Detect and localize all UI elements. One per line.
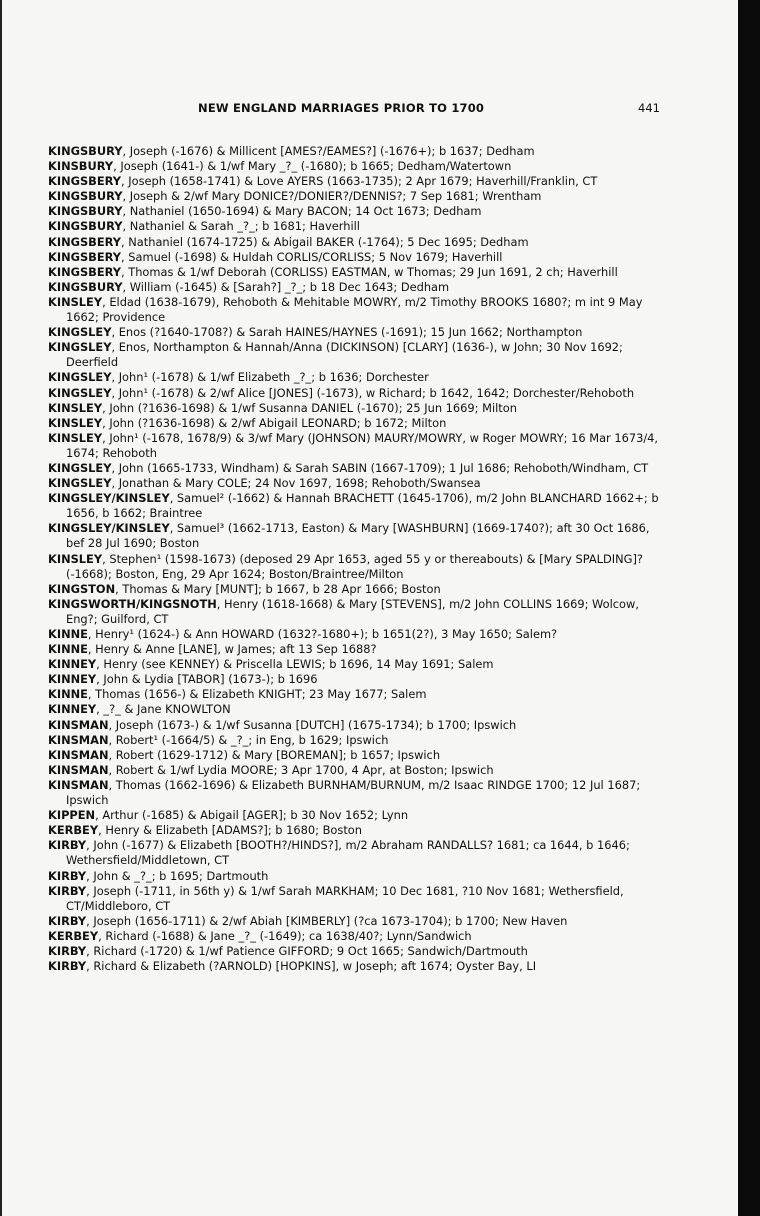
entry-details: , Eldad (1638-1679), Rehoboth & Mehitable MOWRY, m/2 Timothy BROOKS 1680?; m int 9 May 1662; Providence xyxy=(66,294,643,325)
entry-details: , Joseph (1656-1711) & 2/wf Abiah [KIMBERLY] (?ca 1673-1704); b 1700; New Haven xyxy=(86,913,568,928)
surname: KINSLEY xyxy=(48,400,103,415)
surname: KINGSLEY xyxy=(48,460,112,475)
entry-details: , Henry (see KENNEY) & Priscella LEWIS; b 1696, 14 May 1691; Salem xyxy=(96,657,494,672)
entry-details: , Arthur (-1685) & Abigail [AGER]; b 30 Nov 1652; Lynn xyxy=(95,808,409,823)
entry-details: , Joseph (-1676) & Millicent [AMES?/EAMES?] (-1676+); b 1637; Dedham xyxy=(122,144,535,158)
surname: KINSLEY xyxy=(48,415,103,430)
marriage-entry xyxy=(48,204,670,219)
marriage-entry xyxy=(48,461,670,476)
marriage-entry xyxy=(48,914,670,929)
marriage-entry xyxy=(48,235,670,250)
entry-details: , John¹ (-1678) & 2/wf Alice [JONES] (-1673), w Richard; b 1642, 1642; Dorchester/Rehoboth xyxy=(111,385,635,400)
surname: KERBEY xyxy=(48,928,99,943)
entry-details: , Nathaniel (1650-1694) & Mary BACON; 14 Oct 1673; Dedham xyxy=(122,204,482,219)
surname: KINGSBERY xyxy=(48,234,122,249)
marriage-entry xyxy=(48,702,670,717)
surname: KIRBY xyxy=(48,838,87,853)
marriage-entry xyxy=(48,250,670,265)
surname: KINSBURY xyxy=(48,159,114,174)
marriage-entry xyxy=(48,582,670,597)
marriage-entry xyxy=(48,401,670,416)
surname: KINSMAN xyxy=(48,747,109,762)
marriage-entries-list xyxy=(48,144,670,974)
marriage-entry xyxy=(48,657,670,672)
page-number: 441 xyxy=(638,101,660,115)
marriage-entry xyxy=(48,189,670,204)
surname: KIRBY xyxy=(48,868,87,883)
surname: KINSMAN xyxy=(48,732,109,747)
entry-details: , Richard (-1720) & 1/wf Patience GIFFORD; 9 Oct 1665; Sandwich/Dartmouth xyxy=(86,943,528,958)
marriage-entry xyxy=(48,687,670,702)
surname: KINSMAN xyxy=(48,777,109,792)
marriage-entry xyxy=(48,416,670,431)
marriage-entry xyxy=(48,476,670,491)
marriage-entry xyxy=(48,672,670,687)
marriage-entry xyxy=(48,959,670,974)
marriage-entry xyxy=(48,386,670,401)
entry-details: , Henry & Anne [LANE], w James; aft 13 Sep 1688? xyxy=(87,642,377,657)
entry-details: , John (?1636-1698) & 1/wf Susanna DANIEL (-1670); 25 Jun 1669; Milton xyxy=(102,400,517,415)
entry-details: , John¹ (-1678) & 1/wf Elizabeth _?_; b 1636; Dorchester xyxy=(111,370,429,385)
marriage-entry xyxy=(48,174,670,189)
surname: KINNE xyxy=(48,642,88,657)
page-header xyxy=(0,101,738,119)
surname: KINGSBERY xyxy=(48,249,122,264)
surname: KINNE xyxy=(48,627,88,641)
entry-details: , John & Lydia [TABOR] (1673-); b 1696 xyxy=(96,672,318,687)
entry-details: , Stephen¹ (1598-1673) (deposed 29 Apr 1653, aged 55 y or thereabouts) & [Mary SPALDING]? (-1668); Boston, Eng, 29 Apr 1624; Boston/Braintree/Milton xyxy=(66,551,643,581)
entry-details: , John & _?_; b 1695; Dartmouth xyxy=(86,868,269,883)
surname: KINGSLEY xyxy=(48,370,112,385)
marriage-entry xyxy=(48,431,670,461)
entry-details: , John (1665-1733, Windham) & Sarah SABIN (1667-1709); 1 Jul 1686; Rehoboth/Windham, CT xyxy=(111,460,649,475)
entry-details: , John¹ (-1678, 1678/9) & 3/wf Mary (JOHNSON) MAURY/MOWRY, w Roger MOWRY; 16 Mar 1673/4, 1674; Rehoboth xyxy=(66,430,659,460)
surname: KINSLEY xyxy=(48,430,103,445)
marriage-entry xyxy=(48,280,670,295)
entry-details: , Samuel² (-1662) & Hannah BRACHETT (1645-1706), m/2 John BLANCHARD 1662+; b 1656, b 1662; Braintree xyxy=(66,491,659,521)
marriage-entry xyxy=(48,340,670,370)
entry-details: , Thomas & Mary [MUNT]; b 1667, b 28 Apr 1666; Boston xyxy=(115,581,441,596)
surname: KINGSWORTH/KINGSNOTH xyxy=(48,596,217,611)
surname: KINSLEY xyxy=(48,551,103,566)
entry-details: , Thomas & 1/wf Deborah (CORLISS) EASTMAN, w Thomas; 29 Jun 1691, 2 ch; Haverhill xyxy=(121,264,618,279)
surname: KINSMAN xyxy=(48,717,109,732)
surname: KINGSBERY xyxy=(48,174,122,189)
marriage-entry xyxy=(48,219,670,234)
surname: KERBEY xyxy=(48,823,99,838)
surname: KINGSLEY xyxy=(48,340,112,355)
marriage-entry xyxy=(48,159,670,174)
entry-details: , Thomas (1656-) & Elizabeth KNIGHT; 23 May 1677; Salem xyxy=(87,687,427,702)
entry-details: , Thomas (1662-1696) & Elizabeth BURNHAM/BURNUM, m/2 Isaac RINDGE 1700; 12 Jul 1687; Ipswich xyxy=(66,777,641,808)
entry-details: , Joseph (1641-) & 1/wf Mary _?_ (-1680); b 1665; Dedham/Watertown xyxy=(113,159,512,174)
surname: KINGSTON xyxy=(48,581,116,596)
marriage-entry xyxy=(48,763,670,778)
marriage-entry xyxy=(48,370,670,385)
surname: KINNEY xyxy=(48,672,97,687)
entry-details: , _?_ & Jane KNOWLTON xyxy=(96,702,231,717)
surname: KINNEY xyxy=(48,702,97,717)
marriage-entry xyxy=(48,552,670,582)
marriage-entry xyxy=(48,733,670,748)
running-title: NEW ENGLAND MARRIAGES PRIOR TO 1700 xyxy=(198,101,485,115)
entry-details: , Joseph & 2/wf Mary DONICE?/DONIER?/DENNIS?; 7 Sep 1681; Wrentham xyxy=(122,189,542,204)
marriage-entry xyxy=(48,144,670,159)
marriage-entry xyxy=(48,944,670,959)
entry-details: , John (?1636-1698) & 2/wf Abigail LEONARD; b 1672; Milton xyxy=(102,415,447,430)
marriage-entry xyxy=(48,838,670,868)
marriage-entry xyxy=(48,748,670,763)
marriage-entry xyxy=(48,869,670,884)
entry-details: , Nathaniel (1674-1725) & Abigail BAKER (-1764); 5 Dec 1695; Dedham xyxy=(121,234,529,249)
marriage-entry xyxy=(48,491,670,521)
surname: KIRBY xyxy=(48,943,87,958)
surname: KIPPEN xyxy=(48,808,96,823)
marriage-entry xyxy=(48,929,670,944)
surname: KINSMAN xyxy=(48,762,109,777)
surname: KINGSBURY xyxy=(48,144,123,158)
marriage-entry xyxy=(48,597,670,627)
marriage-entry xyxy=(48,265,670,280)
surname: KIRBY xyxy=(48,883,87,898)
entry-details: , Enos (?1640-1708?) & Sarah HAINES/HAYNES (-1691); 15 Jun 1662; Northampton xyxy=(111,325,583,340)
entry-details: , Richard (-1688) & Jane _?_ (-1649); ca 1638/40?; Lynn/Sandwich xyxy=(98,928,472,943)
entry-details: , Richard & Elizabeth (?ARNOLD) [HOPKINS], w Joseph; aft 1674; Oyster Bay, LI xyxy=(86,959,537,974)
marriage-entry xyxy=(48,521,670,551)
entry-details: , Samuel (-1698) & Huldah CORLIS/CORLISS; 5 Nov 1679; Haverhill xyxy=(121,249,503,264)
marriage-entry xyxy=(48,295,670,325)
marriage-entry xyxy=(48,884,670,914)
surname: KINGSLEY xyxy=(48,325,112,340)
marriage-entry xyxy=(48,325,670,340)
surname: KINGSLEY/KINSLEY xyxy=(48,521,170,536)
entry-details: , Samuel³ (1662-1713, Easton) & Mary [WASHBURN] (1669-1740?); aft 30 Oct 1686, bef 28 Jul 1690; Boston xyxy=(66,521,650,551)
marriage-entry xyxy=(48,627,670,642)
surname: KINGSBURY xyxy=(48,279,123,294)
entry-details: , John (-1677) & Elizabeth [BOOTH?/HINDS?], m/2 Abraham RANDALLS? 1681; ca 1644, b 1646; Wethersfield/Middletown, CT xyxy=(66,838,630,868)
scan-border-right xyxy=(738,0,760,1216)
surname: KINGSBERY xyxy=(48,264,122,279)
surname: KINSLEY xyxy=(48,294,103,309)
entry-details: , Enos, Northampton & Hannah/Anna (DICKINSON) [CLARY] (1636-), w John; 30 Nov 1692; Deerfield xyxy=(66,340,623,370)
surname: KINGSLEY xyxy=(48,476,112,491)
entry-details: , William (-1645) & [Sarah?] _?_; b 18 Dec 1643; Dedham xyxy=(122,279,450,294)
surname: KINNE xyxy=(48,687,88,702)
marriage-entry xyxy=(48,823,670,838)
entry-details: , Nathaniel & Sarah _?_; b 1681; Haverhill xyxy=(122,219,360,234)
entry-details: , Robert (1629-1712) & Mary [BOREMAN]; b 1657; Ipswich xyxy=(108,747,441,762)
surname: KINGSBURY xyxy=(48,204,123,219)
surname: KIRBY xyxy=(48,959,87,974)
entry-details: , Jonathan & Mary COLE; 24 Nov 1697, 1698; Rehoboth/Swansea xyxy=(111,476,481,491)
surname: KIRBY xyxy=(48,913,87,928)
entry-details: , Henry¹ (1624-) & Ann HOWARD (1632?-1680+); b 1651(2?), 3 May 1650; Salem? xyxy=(87,627,558,641)
entry-details: , Henry (1618-1668) & Mary [STEVENS], m/2 John COLLINS 1669; Wolcow, Eng?; Guilford, CT xyxy=(66,596,639,626)
marriage-entry xyxy=(48,808,670,823)
entry-details: , Joseph (1673-) & 1/wf Susanna [DUTCH] (1675-1734); b 1700; Ipswich xyxy=(108,717,517,732)
marriage-entry xyxy=(48,778,670,808)
page-edge-left xyxy=(0,0,2,1216)
entry-details: , Henry & Elizabeth [ADAMS?]; b 1680; Boston xyxy=(98,823,362,838)
surname: KINGSBURY xyxy=(48,219,123,234)
surname: KINNEY xyxy=(48,657,97,672)
surname: KINGSLEY/KINSLEY xyxy=(48,491,170,506)
entry-details: , Robert & 1/wf Lydia MOORE; 3 Apr 1700, 4 Apr, at Boston; Ipswich xyxy=(108,762,494,777)
entry-details: , Joseph (-1711, in 56th y) & 1/wf Sarah MARKHAM; 10 Dec 1681, ?10 Nov 1681; Wethersfield, CT/Middleboro, CT xyxy=(66,883,624,913)
marriage-entry xyxy=(48,718,670,733)
surname: KINGSLEY xyxy=(48,385,112,400)
entry-details: , Joseph (1658-1741) & Love AYERS (1663-1735); 2 Apr 1679; Haverhill/Franklin, CT xyxy=(121,174,598,189)
marriage-entry xyxy=(48,642,670,657)
surname: KINGSBURY xyxy=(48,189,123,204)
entry-details: , Robert¹ (-1664/5) & _?_; in Eng, b 1629; Ipswich xyxy=(108,732,389,747)
